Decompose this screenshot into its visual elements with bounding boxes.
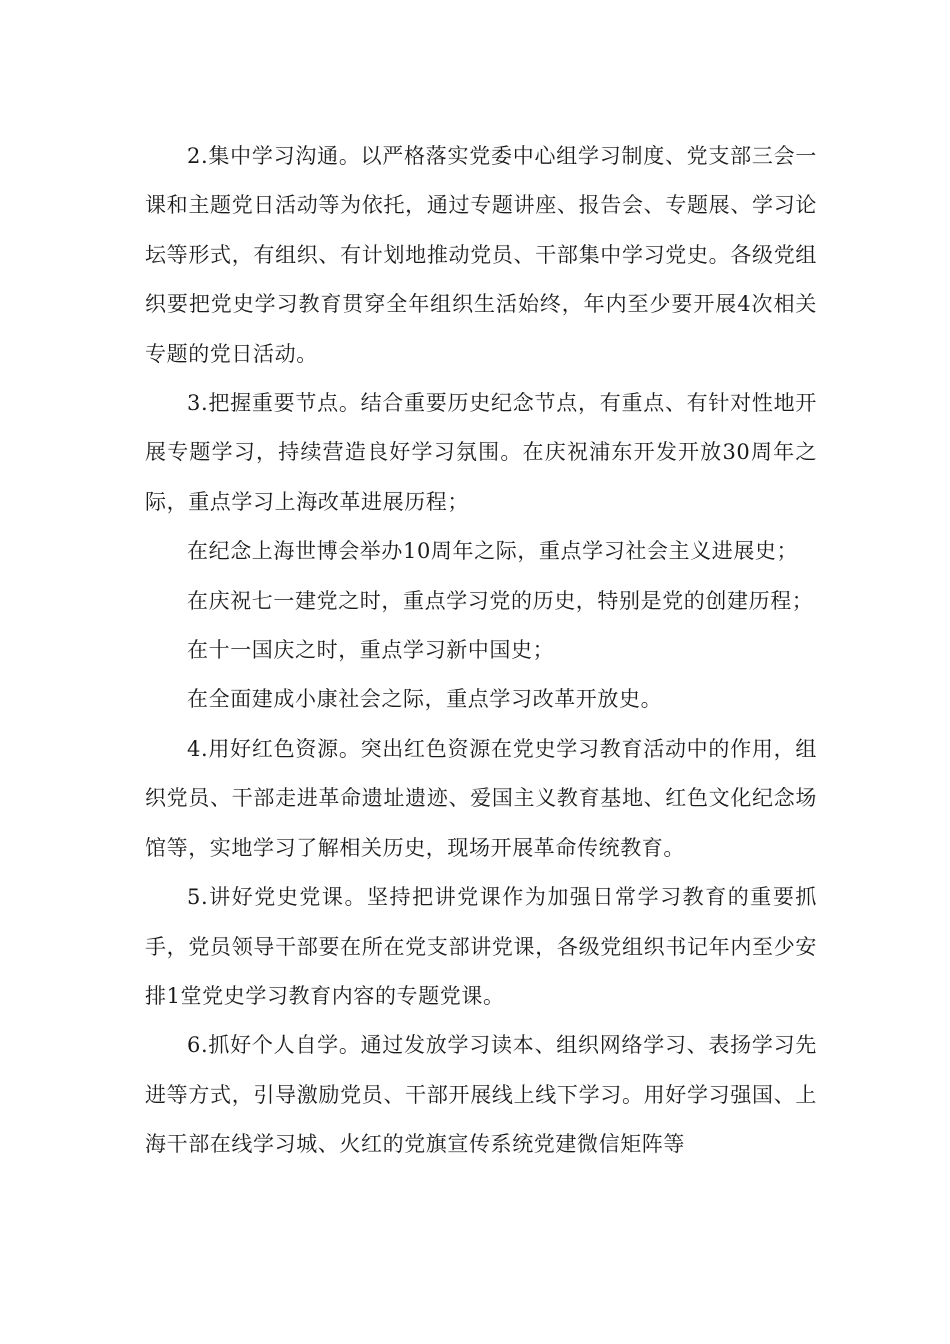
paragraph-moderately-prosperous-society: 在全面建成小康社会之际，重点学习改革开放史。 <box>187 687 663 712</box>
paragraph-national-day: 在十一国庆之时，重点学习新中国史； <box>187 638 555 663</box>
paragraph-expo-anniversary: 在纪念上海世博会举办10周年之际，重点学习社会主义进展史； <box>187 539 799 564</box>
paragraph-item-2-centralized-study: 2.集中学习沟通。以严格落实党委中心组学习制度、党支部三会一课和主题党日活动等为依托，通过专题讲座、报告会、专题展、学习论坛等形式，有组织、有计划地推动党员、干部集中学习党史。各级党组织要把党史学习教育贯穿全年组织生活始终，年内至少要开展4次相关专题的党日活动。 <box>145 144 817 366</box>
paragraph-item-3-key-milestones: 3.把握重要节点。结合重要历史纪念节点，有重点、有针对性地开展专题学习，持续营造良好学习氛围。在庆祝浦东开发开放30周年之际，重点学习上海改革进展历程； <box>145 391 817 514</box>
paragraph-item-5-party-lectures: 5.讲好党史党课。坚持把讲党课作为加强日常学习教育的重要抓手，党员领导干部要在所在党支部讲党课，各级党组织书记年内至少安排1堂党史学习教育内容的专题党课。 <box>145 885 817 1008</box>
document-body <box>145 132 817 1170</box>
paragraph-party-founding: 在庆祝七一建党之时，重点学习党的历史，特别是党的创建历程； <box>187 588 814 613</box>
paragraph-item-4-red-resources: 4.用好红色资源。突出红色资源在党史学习教育活动中的作用，组织党员、干部走进革命遗址遗迹、爱国主义教育基地、红色文化纪念场馆等，实地学习了解相关历史，现场开展革命传统教育。 <box>145 736 817 860</box>
paragraph-item-6-self-study: 6.抓好个人自学。通过发放学习读本、组织网络学习、表扬学习先进等方式，引导激励党员、干部开展线上线下学习。用好学习强国、上海干部在线学习城、火红的党旗宣传系统党建微信矩阵等 <box>145 1033 817 1157</box>
